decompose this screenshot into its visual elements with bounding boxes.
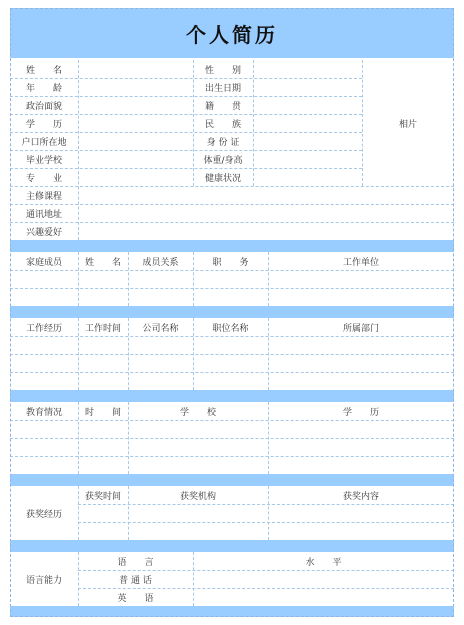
school-label: 毕业学校 [25,155,62,166]
separator-band [10,306,454,318]
language-header-level: 水 平 [305,557,342,568]
awards-section-label: 获奖经历 [25,509,62,520]
grid-line [10,456,454,457]
separator-band [10,606,454,617]
edu-header-school: 学 校 [179,407,216,418]
name-label: 姓 名 [25,65,62,76]
separator-band [10,390,454,402]
work-header-title: 职位名称 [212,323,249,334]
id-card-label: 身 份 证 [206,137,240,148]
address-label: 通讯地址 [25,209,62,220]
separator-band [10,474,454,486]
health-label: 健康状况 [204,173,241,184]
grid-line [10,270,454,271]
work-header-department: 所属部门 [342,323,379,334]
work-section-label: 工作经历 [25,323,62,334]
hobbies-label: 兴趣爱好 [25,227,62,238]
family-section-label: 家庭成员 [25,257,62,268]
major-label: 专 业 [25,173,62,184]
separator-band [10,540,454,552]
grid-line [253,60,254,186]
title-band [10,8,454,58]
edu-header-degree: 学 历 [342,407,379,418]
ethnicity-label: 民 族 [204,119,241,130]
edu-header-period: 时 间 [84,407,121,418]
grid-line [10,420,454,421]
grid-line [10,372,454,373]
language-section-label: 语言能力 [25,575,62,586]
awards-header-organization: 获奖机构 [179,491,216,502]
political-status-label: 政治面貌 [25,101,62,112]
grid-line [10,354,454,355]
family-header-relation: 成员关系 [142,257,179,268]
grid-line [78,504,454,505]
language-row-mandarin: 普 通 话 [119,575,152,586]
family-header-name: 姓 名 [84,257,121,268]
grid-line [10,438,454,439]
awards-header-content: 获奖内容 [342,491,379,502]
page-title: 个人简历 [186,22,278,47]
grid-line [78,60,79,240]
resume-sheet [10,8,454,617]
edu-section-label: 教育情况 [25,407,62,418]
education-label: 学 历 [25,119,62,130]
gender-label: 性 别 [204,65,241,76]
grid-line [10,336,454,337]
physique-label: 体重/身高 [203,155,243,166]
language-row-english: 英 语 [117,593,154,604]
courses-label: 主修课程 [25,191,62,202]
grid-line [78,522,454,523]
work-header-period: 工作时间 [84,323,121,334]
hukou-label: 户口所在地 [21,137,67,148]
birthdate-label: 出生日期 [204,83,241,94]
language-header-language: 语 言 [117,557,154,568]
age-label: 年 龄 [25,83,62,94]
awards-header-date: 获奖时间 [84,491,121,502]
family-header-position: 职 务 [212,257,249,268]
work-header-company: 公司名称 [142,323,179,334]
photo-placeholder: 相片 [398,119,417,130]
origin-label: 籍 贯 [204,101,241,112]
family-header-employer: 工作单位 [342,257,379,268]
separator-band [10,240,454,252]
grid-line [10,288,454,289]
